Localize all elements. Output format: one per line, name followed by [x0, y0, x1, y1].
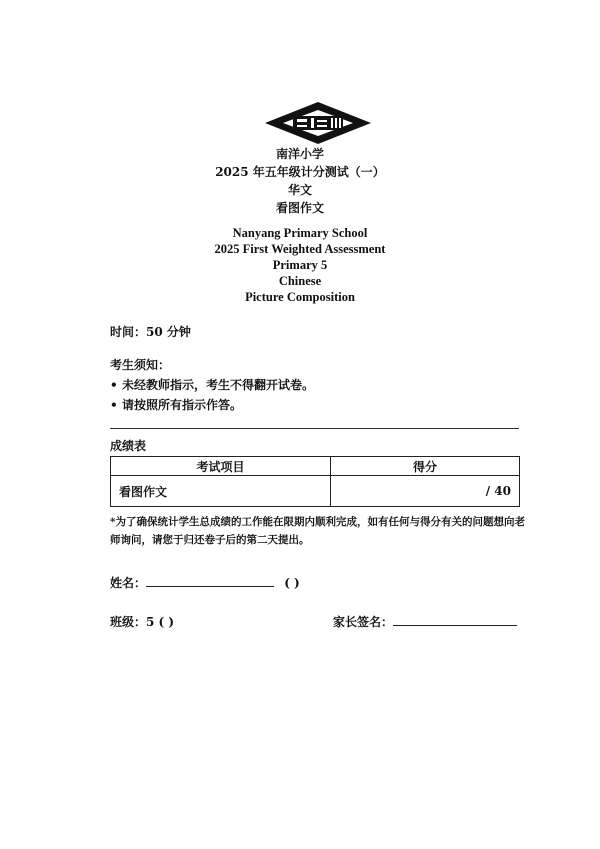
- table-header-row: [111, 457, 520, 476]
- time-label: 时间：: [110, 325, 147, 339]
- class-value-blank[interactable]: 5 ( ): [146, 615, 175, 629]
- parent-signature-field: [333, 613, 517, 630]
- time-allowed: [110, 323, 191, 340]
- row-score: / 40: [331, 476, 520, 507]
- header-item: 考试项目: [111, 457, 331, 476]
- subject-en: Chinese: [278, 274, 322, 288]
- chinese-title-block: [0, 145, 600, 217]
- score-table: [110, 456, 520, 507]
- bullet-icon: •: [110, 378, 118, 392]
- name-blank[interactable]: [146, 574, 274, 587]
- class-label: 班级：: [110, 615, 147, 629]
- class-field: [110, 613, 174, 630]
- parent-signature-label: 家长签名：: [333, 615, 394, 629]
- school-name-cn: 南洋小学: [275, 147, 324, 161]
- instructions-title: 考生须知：: [110, 358, 171, 372]
- score-table-title: 成绩表: [110, 439, 147, 453]
- english-title-block: [0, 225, 600, 305]
- exam-title-en: 2025 First Weighted Assessment: [214, 242, 386, 256]
- name-field: [110, 574, 300, 591]
- bullet-icon: •: [110, 398, 118, 412]
- level-en: Primary 5: [272, 258, 328, 272]
- index-number-blank[interactable]: ( ): [284, 576, 300, 590]
- table-row: [111, 476, 520, 507]
- school-crest-icon: [263, 101, 373, 145]
- subject-cn: 华文: [287, 183, 312, 197]
- row-item: 看图作文: [111, 476, 331, 507]
- header-score: 得分: [331, 457, 520, 476]
- time-value: 50 分钟: [146, 325, 191, 339]
- exam-title-cn: 2025 年五年级计分测试（一）: [215, 165, 385, 179]
- instruction-item: • 请按照所有指示作答。: [110, 395, 314, 415]
- school-name-en: Nanyang Primary School: [232, 226, 368, 240]
- paper-title-en: Picture Composition: [245, 290, 355, 304]
- divider: [110, 428, 519, 429]
- instruction-item: • 未经教师指示，考生不得翻开试卷。: [110, 375, 314, 395]
- name-label: 姓名：: [110, 576, 147, 590]
- grading-note: *为了确保统计学生总成绩的工作能在限期内顺利完成，如有任何与得分有关的问题想向老师询问，请您于归还卷子后的第二天提出。: [110, 516, 525, 546]
- parent-signature-blank[interactable]: [393, 613, 517, 626]
- paper-title-cn: 看图作文: [275, 201, 324, 215]
- instructions: [110, 355, 314, 415]
